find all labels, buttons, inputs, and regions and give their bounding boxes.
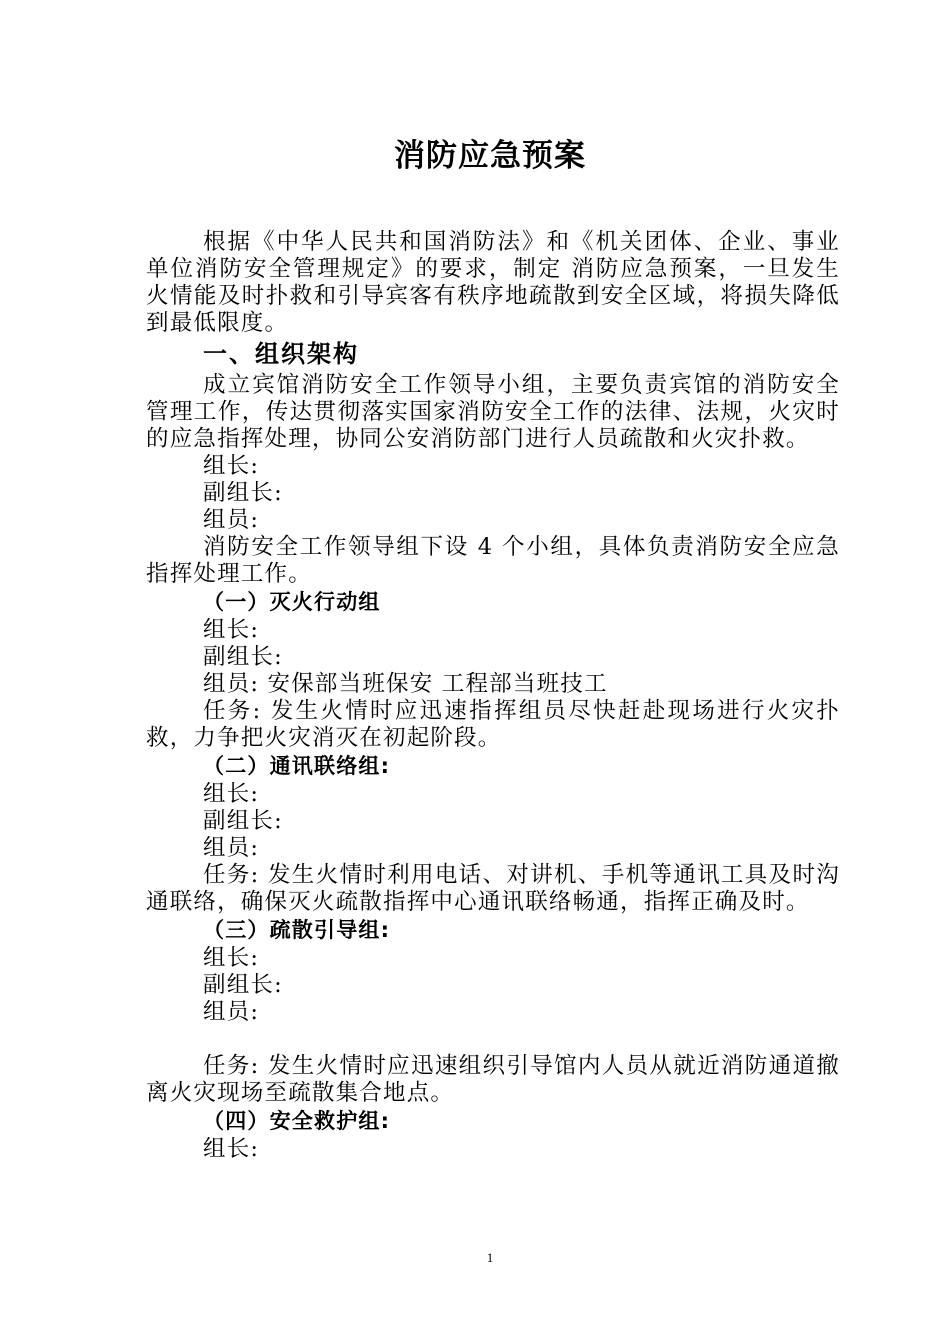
members-line: 组员: 安保部当班保安 工程部当班技工 [203,671,608,697]
document-title: 消防应急预案 [394,138,586,174]
intro-paragraph: 根据《中华人民共和国消防法》和《机关团体、企业、事业单位消防安全管理规定》的要求，制定 消防应急预案，一旦发生火情能及时扑救和引导宾客有秩序地疏散到安全区域，将损失降低到最低限度。 [146,229,840,336]
section-heading-organization: 一、组织架构 [203,340,359,368]
deputy-leader-line: 副组长: [203,644,283,670]
subgroups-note: 消防安全工作领导组下设 4 个小组，具体负责消防安全应急指挥处理工作。 [146,534,840,587]
group-heading-communication: （二）通讯联络组: [203,754,391,778]
members-line: 组员: [203,507,260,533]
blank-line [146,1026,840,1053]
task-paragraph: 任务: 发生火情时应迅速指挥组员尽快赶赴现场进行火灾扑救，力争把火灾消灭在初起阶段。 [146,698,840,751]
document-body [146,229,840,1163]
group-heading-firefighting: （一）灭火行动组 [203,590,381,614]
organization-description: 成立宾馆消防安全工作领导小组，主要负责宾馆的消防安全管理工作，传达贯彻落实国家消防安全工作的法律、法规，火灾时的应急指挥处理，协同公安消防部门进行人员疏散和火灾扑救。 [146,372,840,452]
leader-line: 组长: [203,945,260,971]
leader-line: 组长: [203,617,260,643]
group-heading-evacuation: （三）疏散引导组: [203,918,391,942]
task-paragraph: 任务: 发生火情时利用电话、对讲机、手机等通讯工具及时沟通联络，确保灭火疏散指挥中心通讯联络畅通，指挥正确及时。 [146,862,840,915]
leader-line: 组长: [203,1136,260,1162]
leader-line: 组长: [203,781,260,807]
members-line: 组员: [203,835,260,861]
leader-line: 组长: [203,453,260,479]
deputy-leader-line: 副组长: [203,480,283,506]
members-line: 组员: [203,999,260,1025]
page-number: 1 [486,1250,494,1265]
deputy-leader-line: 副组长: [203,808,283,834]
deputy-leader-line: 副组长: [203,972,283,998]
task-paragraph: 任务: 发生火情时应迅速组织引导馆内人员从就近消防通道撤离火灾现场至疏散集合地点。 [146,1053,840,1106]
group-heading-rescue: （四）安全救护组: [203,1109,391,1133]
